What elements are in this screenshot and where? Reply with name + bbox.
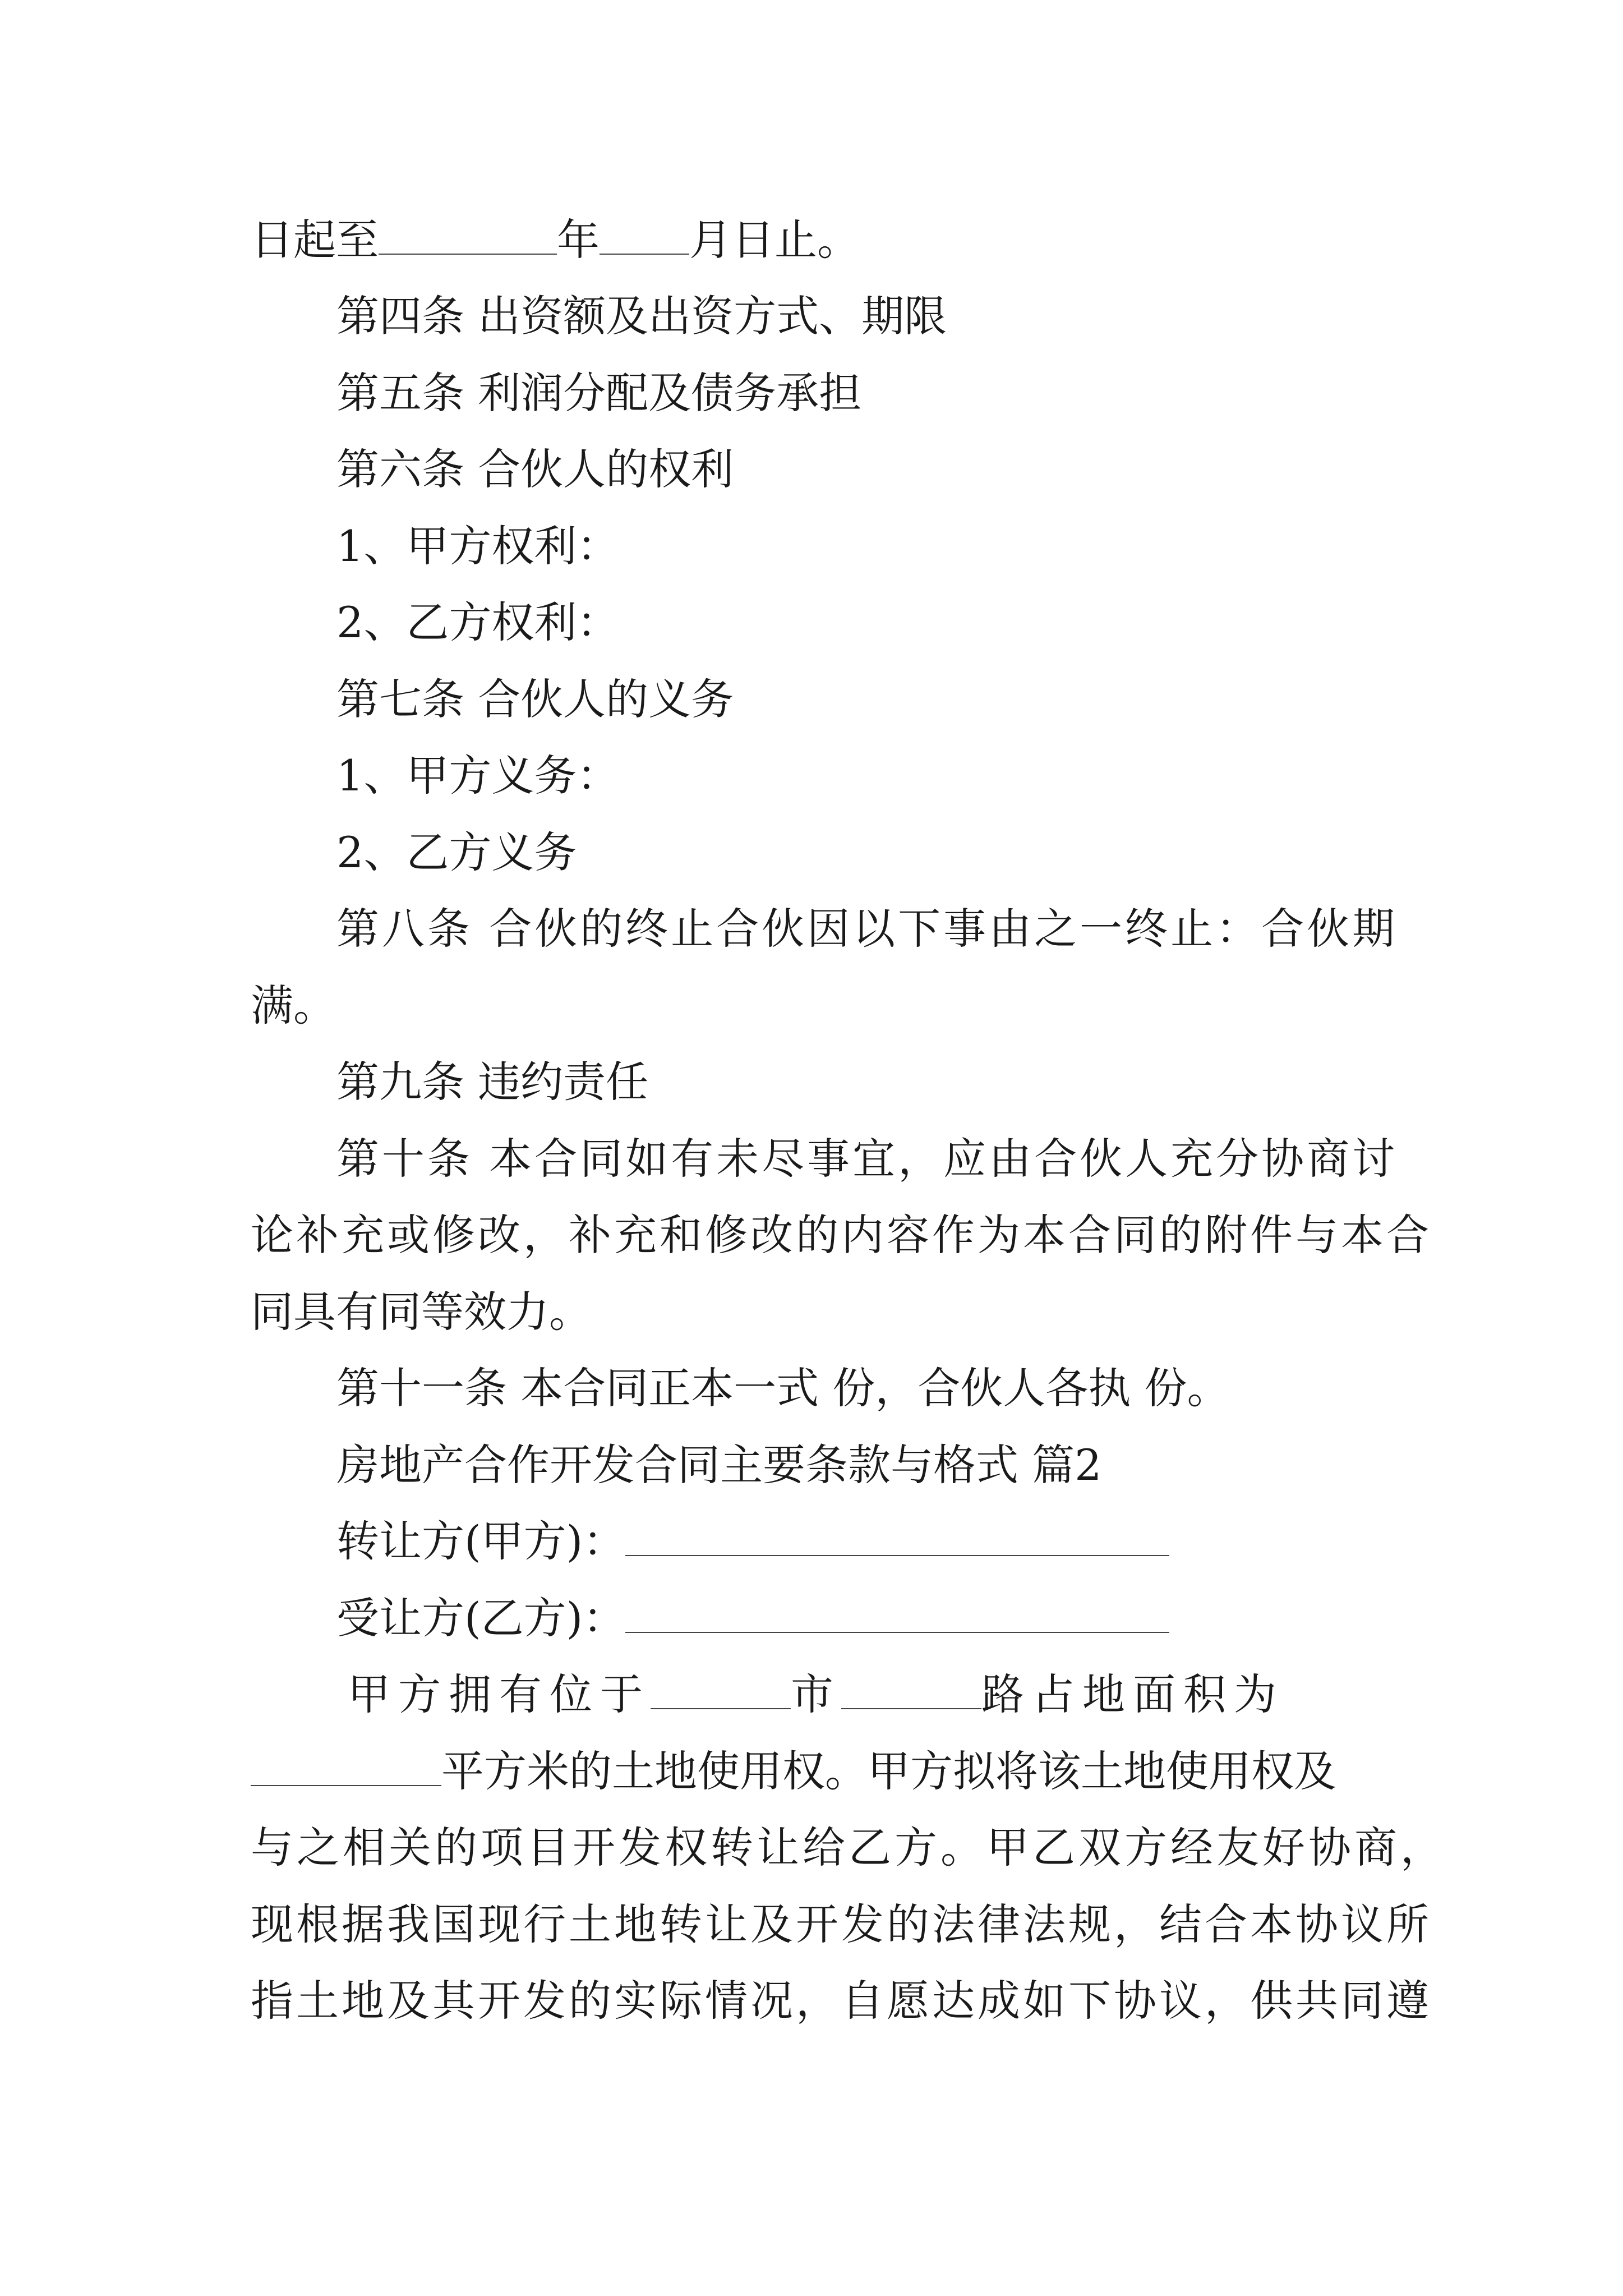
party-label: 转让方(甲方)： (336, 1516, 626, 1566)
fill-blank (841, 1669, 981, 1709)
article-heading: 第八条 合伙的终止合伙因以下事由之一终止：合伙期 (336, 904, 1398, 954)
article-heading: 第六条 合伙人的权利 (336, 444, 734, 494)
fill-blank (625, 1593, 1169, 1633)
fill-blank (651, 1669, 791, 1709)
paragraph-line: 论补充或修改，补充和修改的内容作为本合同的附件与本合 (251, 1210, 1432, 1260)
fill-blank (251, 1746, 441, 1786)
line-text: 年 (557, 215, 600, 265)
article-heading: 第十一条 本合同正本一式 份，合伙人各执 份。 (336, 1363, 1230, 1413)
paragraph-line (251, 212, 1395, 268)
section-title: 房地产合作开发合同主要条款与格式 篇2 (336, 1440, 1102, 1490)
paragraph-line (348, 1667, 1380, 1723)
paragraph-line: 2、乙方义务 (336, 827, 577, 877)
party-line (336, 1590, 1481, 1646)
fill-blank (600, 214, 689, 255)
paragraph-line: 现根据我国现行土地转让及开发的法律法规，结合本协议所 (251, 1899, 1432, 1949)
party-label: 受让方(乙方)： (336, 1593, 626, 1643)
paragraph-line: 同具有同等效力。 (251, 1287, 592, 1337)
paragraph-line (251, 1743, 1395, 1800)
article-heading: 第九条 违约责任 (336, 1057, 649, 1107)
article-heading: 第五条 利润分配及债务承担 (336, 368, 862, 418)
line-text: 月日止。 (689, 215, 860, 265)
paragraph-line: 指土地及其开发的实际情况，自愿达成如下协议，供共同遵 (251, 1976, 1432, 2026)
line-text: 路占地面积为 (981, 1669, 1284, 1719)
line-text: 甲方拥有位于 (348, 1669, 651, 1719)
paragraph-line: 2、乙方权利： (336, 597, 620, 647)
paragraph-line: 与之相关的项目开发权转让给乙方。甲乙双方经友好协商， (251, 1823, 1446, 1872)
paragraph-line: 满。 (251, 981, 336, 1030)
fill-blank (379, 214, 557, 255)
fill-blank (625, 1516, 1169, 1556)
article-heading: 第四条 出资额及出资方式、期限 (336, 291, 947, 341)
line-text: 平方米的土地使用权。甲方拟将该土地使用权及 (441, 1746, 1336, 1796)
article-heading: 第七条 合伙人的义务 (336, 674, 734, 724)
article-heading: 第十条 本合同如有未尽事宜，应由合伙人充分协商讨 (336, 1134, 1398, 1184)
party-line (336, 1513, 1481, 1570)
line-text: 日起至 (251, 215, 379, 265)
line-text: 市 (791, 1669, 841, 1719)
paragraph-line: 1、甲方义务： (336, 751, 620, 800)
paragraph-line: 1、甲方权利： (336, 521, 620, 571)
